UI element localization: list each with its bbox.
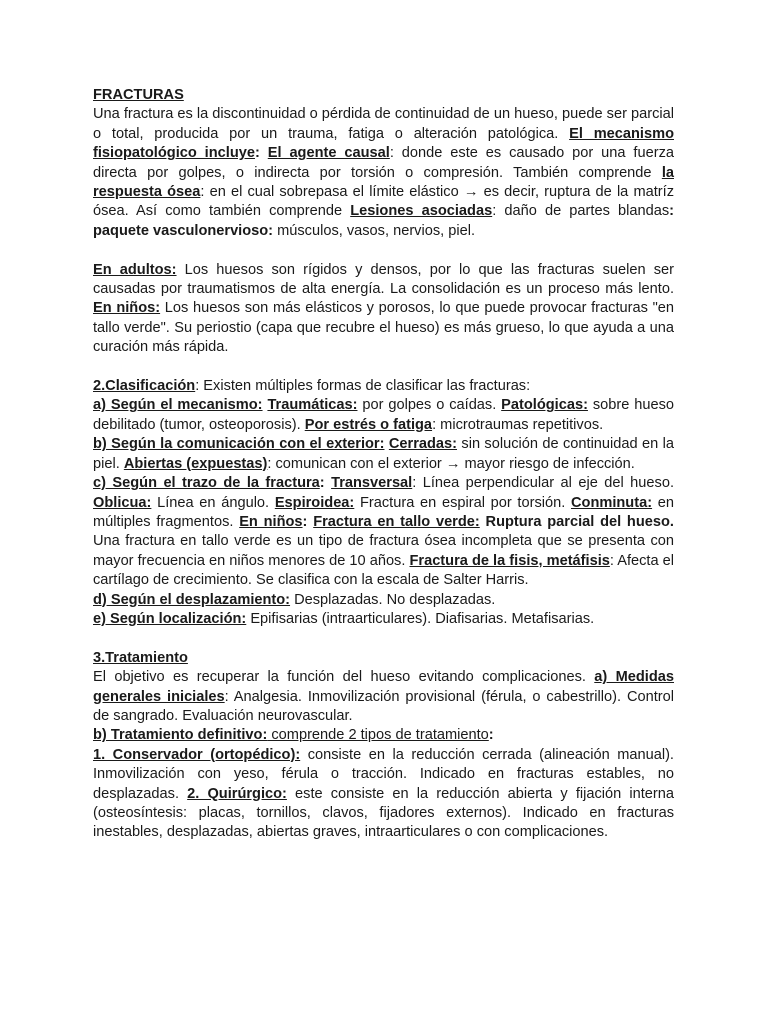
adultos-ninos-paragraph [93, 261, 674, 358]
ruptura-term: Ruptura parcial del hueso. [479, 513, 674, 530]
clasificacion-a [93, 396, 674, 435]
ninos-text: Los huesos son más elásticos y porosos, lo que puede provocar fracturas "en tallo verde". Su periostio (capa que recubre el hueso) es más grueso, lo que ayuda a una curación más rápida. [93, 300, 674, 356]
item-text: comprende 2 tipos de tratamiento [267, 727, 489, 744]
item-text: : Analgesia. Inmovilización provisional (férula, o cabestrillo). Control de sangrado. Evaluación neurovascular. [93, 688, 674, 724]
item-colon: : [302, 513, 314, 530]
item-label: b) Tratamiento definitivo: [93, 727, 268, 744]
intro-text: : daño de partes blandas [492, 203, 670, 220]
item-text: Línea en ángulo. [151, 494, 275, 511]
item-text: El objetivo es recuperar la función del hueso evitando complicaciones. [93, 669, 595, 686]
en-ninos-term: En niños [239, 513, 303, 530]
item-colon: : [319, 475, 332, 492]
adultos-text: Los huesos son rígidos y densos, por lo que las fracturas suelen ser causadas por traumatismos de alta energía. La consolidación es un proceso más lento. [93, 261, 674, 298]
espiroidea-term: Espiroidea: [274, 494, 355, 511]
item-text: Fractura en espiral por torsión. [354, 494, 571, 511]
estres-term: Por estrés o fatiga [304, 416, 433, 433]
respuesta-osea-term: la respuesta ósea [93, 164, 674, 201]
heading-text: : Existen múltiples formas de clasificar las fracturas: [195, 378, 531, 395]
clasificacion-b [93, 435, 674, 474]
section-heading: 3.Tratamiento [93, 649, 188, 666]
tratamiento-heading [93, 649, 674, 668]
item-text: sin solución de continuidad en la piel. [93, 436, 674, 472]
section-heading: 2.Clasificación [93, 378, 196, 395]
item-text: sobre hueso debilitado (tumor, osteoporosis). [93, 397, 674, 433]
item-text: Una fractura en tallo verde es un tipo de fractura ósea incompleta que se presenta con mayor frecuencia en niños menores de 10 años. [93, 533, 674, 569]
intro-colon: : [669, 203, 674, 220]
item-label: b) Según la comunicación con el exterior: [93, 436, 385, 453]
abiertas-term: Abiertas (expuestas) [123, 455, 268, 472]
adultos-label: En adultos: [93, 261, 177, 278]
tallo-verde-term: Fractura en tallo verde: [313, 513, 480, 530]
intro-text: músculos, vasos, nervios, piel. [273, 222, 476, 239]
item-text: : Afecta el cartílago de crecimiento. Se clasifica con la escala de Salter Harris. [93, 552, 675, 589]
item-label: a) Según el mecanismo: [93, 397, 263, 414]
ninos-label: En niños: [93, 300, 161, 317]
spacer [93, 358, 674, 377]
spacer [93, 629, 674, 648]
item-label: c) Según el trazo de la fractura [93, 475, 320, 492]
clasificacion-c [93, 474, 674, 590]
quirurgico-term: 2. Quirúrgico: [187, 785, 287, 802]
lesiones-asociadas-term: Lesiones asociadas [350, 203, 493, 220]
clasificacion-heading [93, 377, 674, 396]
clasificacion-e [93, 610, 674, 629]
item-text: : Línea perpendicular al eje del hueso. [412, 475, 674, 492]
item-text: : microtraumas repetitivos. [432, 416, 604, 433]
conminuta-term: Conminuta: [570, 494, 653, 511]
item-text: consiste en la reducción cerrada (alineación manual). Inmovilización con yeso, férula o tracción. Indicado en fracturas estables, no desplazadas. [93, 746, 674, 802]
patologicas-term: Patológicas: [501, 397, 588, 414]
item-label: d) Según el desplazamiento: [93, 591, 291, 608]
paquete-term: paquete vasculonervioso: [93, 222, 274, 239]
transversal-term: Transversal [331, 475, 413, 492]
tratamiento-intro [93, 668, 674, 726]
mecanismo-term: El mecanismo fisiopatológico incluye [93, 125, 674, 162]
intro-text: Una fractura es la discontinuidad o pérdida de continuidad de un hueso, puede ser parcial o total, producida por un trauma, fatiga o alteración patológica. [93, 106, 674, 142]
agente-causal-term: El agente causal [267, 145, 390, 162]
conservador-term: 1. Conservador (ortopédico): [93, 746, 301, 763]
cerradas-term: Cerradas: [388, 436, 458, 453]
intro-colon: : [254, 145, 268, 162]
intro-text: : en el cual sobrepasa el límite elástico → es decir, ruptura de la matríz ósea. Así como también comprende [93, 184, 674, 220]
item-text: este consiste en la reducción abierta y fijación interna (osteosíntesis: placas, tornillos, clavos, fijadores externos). Indicado en fracturas inestables, desplazadas, abiertas graves, intraarticulares o con complicaciones. [93, 785, 675, 841]
medidas-term: a) Medidas generales iniciales [93, 669, 674, 705]
item-label: e) Según localización: [93, 610, 247, 627]
traumaticas-term: Traumáticas: [267, 397, 358, 414]
intro-paragraph [93, 105, 674, 241]
item-text: Desplazadas. No desplazadas. [290, 591, 496, 608]
tratamiento-tipos [93, 746, 674, 843]
document-title: FRACTURAS [93, 87, 184, 103]
clasificacion-d [93, 591, 674, 610]
item-text: : comunican con el exterior → mayor riesgo de infección. [267, 455, 635, 472]
item-text: en múltiples fragmentos. [93, 494, 674, 530]
item-text: Epifisarias (intraarticulares). Diafisarias. Metafisarias. [246, 610, 595, 627]
tratamiento-b [93, 726, 674, 745]
spacer [93, 241, 674, 260]
intro-text: : donde este es causado por una fuerza directa por golpes, o indirecta por torsión o compresión. También comprende [93, 145, 674, 181]
item-colon: : [488, 727, 494, 744]
item-text: por golpes o caídas. [357, 397, 502, 414]
oblicua-term: Oblicua: [93, 494, 152, 511]
fisis-term: Fractura de la fisis, metáfisis [409, 552, 610, 569]
